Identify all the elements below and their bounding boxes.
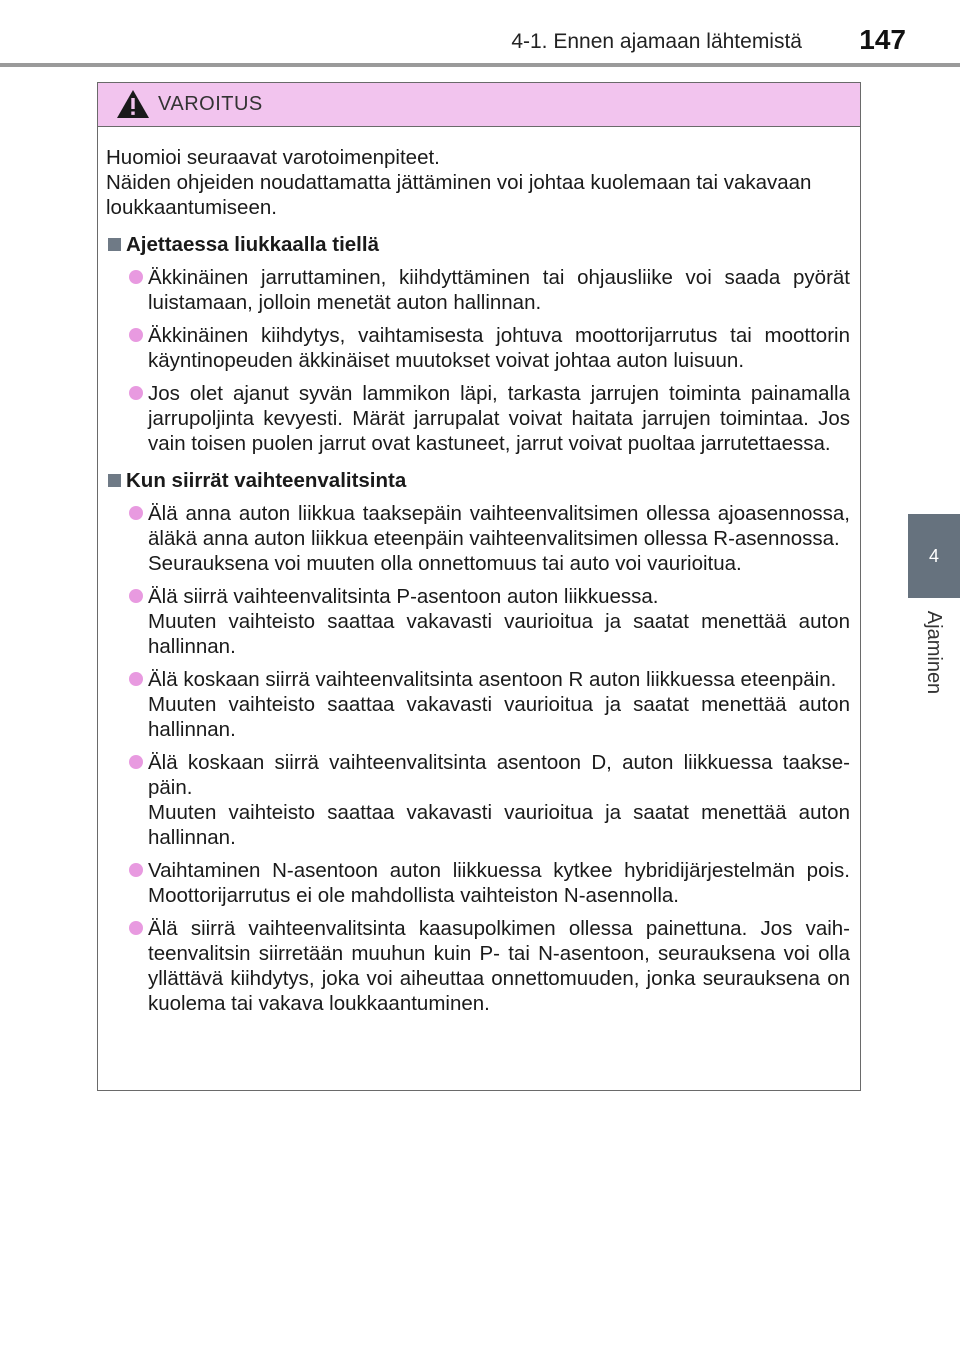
square-bullet-icon (108, 238, 121, 251)
list-item (106, 858, 850, 908)
list-item (106, 381, 850, 456)
list-item (106, 584, 850, 659)
item-text: Muuten vaihteisto saattaa vakavasti vaurioitua ja saatat menettää auton hallinnan. (148, 610, 850, 658)
chapter-tab[interactable] (908, 514, 960, 598)
round-bullet-icon (129, 270, 143, 284)
chapter-number: 4 (928, 545, 939, 566)
section-heading-text: Kun siirrät vaihteenvalitsinta (126, 469, 407, 492)
list-item (106, 323, 850, 373)
warning-box (97, 82, 861, 1091)
header-divider (0, 63, 960, 67)
list-item (106, 265, 850, 315)
item-text: Vaihtaminen N-asentoon auton liikkuessa kytkee hybridijärjestelmän pois. Moottorijarrutus ei ole mahdollista vaihteiston N-asennolla. (148, 859, 850, 907)
warning-header (98, 83, 860, 127)
intro-line: Huomioi seuraavat varotoimenpiteet. (106, 146, 440, 169)
item-text: Älä siirrä vaihteenvalitsinta P-asentoon auton liikkuessa. (148, 585, 659, 608)
page-number: 147 (859, 24, 906, 55)
warning-intro (106, 145, 850, 220)
item-text: Älä koskaan siirrä vaihteenvalitsinta asentoon R auton liikkuessa eteenpäin. (148, 668, 837, 691)
chapter-label (908, 604, 960, 700)
round-bullet-icon (129, 755, 143, 769)
warning-title: VAROITUS (158, 93, 263, 115)
item-text: Seurauksena voi muuten olla onnettomuus tai auto voi vaurioitua. (148, 552, 742, 575)
list-item (106, 750, 850, 850)
square-bullet-icon (108, 474, 121, 487)
item-text: Muuten vaihteisto saattaa vakavasti vaurioitua ja saatat menettää auton hallinnan. (148, 693, 850, 741)
chapter-label-text: Ajaminen (923, 610, 946, 694)
section-heading-text: Ajettaessa liukkaalla tiellä (126, 233, 379, 256)
list-item (106, 667, 850, 742)
item-text: Äkkinäinen kiihdytys, vaihtamisesta johtuva moottorijarrutus tai moottorin käyntinopeuden äkkinäiset muutokset voivat johtaa auton luisuun. (148, 324, 850, 372)
round-bullet-icon (129, 921, 143, 935)
item-text: Muuten vaihteisto saattaa vakavasti vaurioitua ja saatat menettää auton hallinnan. (148, 801, 850, 849)
round-bullet-icon (129, 863, 143, 877)
item-text: Jos olet ajanut syvän lammikon läpi, tarkasta jarrujen toiminta painamalla jarrupoljinta kevyesti. Märät jarrupalat voivat haitata jarrujen toimintaa. Jos vain toisen puolen jarrut ovat kastuneet, jarrut voivat puoltaa jarrutettaessa. (148, 382, 850, 455)
item-text: Äkkinäinen jarruttaminen, kiihdyttäminen tai ohjausliike voi saada pyörät luistamaan, jolloin menetät auton hallinnan. (148, 266, 850, 314)
round-bullet-icon (129, 386, 143, 400)
section-heading (106, 468, 850, 493)
warning-body (98, 127, 860, 1016)
round-bullet-icon (129, 589, 143, 603)
round-bullet-icon (129, 328, 143, 342)
intro-line: Näiden ohjeiden noudattamatta jättäminen voi johtaa kuolemaan tai vakavaan loukkaantumiseen. (106, 171, 812, 219)
item-text: Älä koskaan siirrä vaihteenvalitsinta asentoon D, auton liikkuessa taaksepäin. (148, 751, 850, 799)
warning-triangle-icon (116, 89, 150, 119)
list-item (106, 916, 850, 1016)
item-text: Älä anna auton liikkua taaksepäin vaihteenvalitsimen ollessa ajoasennossa, äläkä anna auton liikkua eteenpäin vaihteenvalitsimen ollessa R-asennossa. (148, 502, 850, 550)
section-title: 4-1. Ennen ajamaan lähtemistä (511, 30, 802, 53)
round-bullet-icon (129, 506, 143, 520)
round-bullet-icon (129, 672, 143, 686)
section-heading (106, 232, 850, 257)
list-item (106, 501, 850, 576)
item-text: Älä siirrä vaihteenvalitsinta kaasupolkimen ollessa painettuna. Jos vaihteenvalitsin siirretään muuhun kuin P- tai N-asentoon, seurauksena voi olla yllättävä kiihdytys, joka voi aiheuttaa onnettomuuden, jonka seurauksena on kuolema tai vakava loukkaantuminen. (148, 917, 850, 1015)
